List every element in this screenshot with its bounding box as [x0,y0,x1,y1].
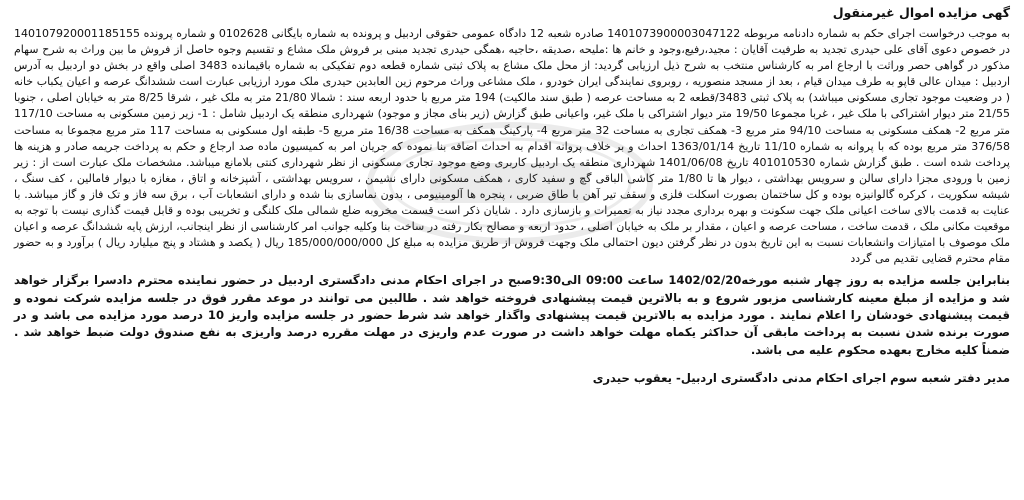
notice-title: گهی مزایده اموال غیرمنقول [832,5,1010,20]
notice-body: به موجب درخواست اجرای حکم به شماره دادنامه مربوطه 1401073900003047122 صادره شعبه 12 دادگاه عمومی حقوقی اردبیل و پرونده به شماره بایگانی 0102628 و شماره پرونده 140107920001185155 در خصوص دعوی آقای علی حیدری تجدید به طرفیت آقایان : مجید،رفیع،وجود و خانم ها :ملیحه ،صدیقه ،حاجیه ،همگی حیدری تجدید مبنی بر فروش ملک مشاع و تقسیم وجوه حاصل از فروش ما بین وراث به شرح سهام مذکور در گواهی حصر وراثت با ارجاع امر به کارشناس منتخب به شرح ذیل ارزیابی گردید: از محل ملک مشاع به پلاک ثبتی شماره قطعه دوم تفکیکی به شماره باقیمانده 3483 اصلی واقع در بخش دو اردبیل به آدرس اردبیل : میدان عالی قاپو به طرف میدان قیام ، بعد از مسجد منصوریه ، روبروی نمایندگی ایران خودرو ، ملک مشاعی وراث مرحوم زین العابدین حیدری ملک مورد ارزیابی عبارت است ششدانگ عرصه و اعیان یکباب خانه ( در وضعیت موجود تجاری مسکونی میباشد) به پلاک ثبتی 3483/قطعه 2 به مساحت عرصه ( طبق سند مالکیت) 194 متر مربع با حدود اربعه سند : شمالا 21/80 متر به ملک غیر ، شرقا 8/25 متر به خیابان اصلی ، جنوبا 21/55 متر دیوار اشتراکی با ملک غیر ، غربا مجموعا 19/50 متر دیوار اشتراکی با ملک غیر، واعیانی طبق گزارش (زیر بنای مجاز و موجود) شهرداری منطقه یک اردبیل شامل : 1- زیر زمین مسکونی به مساحت 117/10 متر مربع 2- همکف مسکونی به مساحت 94/10 متر مربع 3- همکف تجاری به مساحت 32 متر مربع 4- پارکینگ همکف به مساحت 16/38 متر مربع 5- طبقه اول مسکونی به مساحت 117 متر مربع مجموعا به مساحت 376/58 متر مربع بوده که با پروانه به شماره 11/10 تاریخ 1363/01/14 احداث و بر خلاف پروانه اقدام به احداث اضافه بنا نموده که جریان امر به کمیسیون ماده صد ارجاع و حکم به پرداخت جریمه صادر و هزینه ها پرداخت شده است . طبق گزارش شماره 401010530 تاریخ 1401/06/08 شهرداری منطقه یک اردبیل کاربری وضع موجود تجاری مسکونی از نظر شهرداری کنتی بلامانع میباشد. مشخصات ملک عبارت است از : زیر زمین با ورودی مجزا دارای سالن و سرویس بهداشتی ، دیوار ها تا 1/80 متر کاشی الباقی گچ و سفید کاری ، همکف مسکونی دارای نشیمن ، سرویس بهداشتی ، آشپزخانه و اتاق ، مغازه با دیوار فامالین ، کف سنگ ، شیشه سکوریت ، کرکره گالوانیزه بوده و کل ساختمان بصورت اسکلت فلزی و سقف تیر آهن با طاق ضربی ، پنجره ها آلومینیومی ، بدون نماسازی بنا شده و دارای انشعابات آب ، برق سه فاز و تک فاز و گاز میباشد. با عنایت به قدمت بالای ساخت اعیانی ملک جهت سکونت و بهره برداری مجدد نیاز به تعمیرات و بازسازی دارد . شایان ذکر است قسمت مخروبه ضلع شمالی ملک کلنگی و تخریبی بوده و قابل قیمت گذاری نیست با توجه به موقعیت مکانی ملک ، قدمت ساخت ، مساحت عرصه و اعیان ، مقدار بر ملک به خیابان اصلی ، حدود اربعه و مصالح بکار رفته در ساخت بنا وکلیه جوانب امر کارشناسی از نظر اینجانب، ارزش پایه ششدانگ عرصه و اعیان ملک موصوف با امتیازات وانشعابات نسبت به این تاریخ بدون در نظر گرفتن دیون احتمالی ملک وجهت فروش از طریق مزایده به مبلغ کل 185/000/000/000 ریال ( یکصد و هشتاد و پنج میلیارد ریال ) برآورد و به حضور مقام محترم قضایی تقدیم می گردد [14,27,1011,266]
auction-announcement: بنابراین جلسه مزایده به روز چهار شنبه مورخه1402/02/20 ساعت 09:00 الی9:30صبح در اجرای احکام مدنی دادگستری اردبیل در حضور نماینده محترم دادسرا برگزار خواهد شد و مزایده از مبلغ معینه کارشناسی مزبور شروع و به بالاترین قیمت پیشنهادی فروخته خواهد شد . طالبین می توانند در موعد مقرر فوق در جلسه مزایده شرکت نموده و قیمت پیشنهادی خودشان را اعلام نمایند . مورد مزایده به بالاترین قیمت پیشنهادی واگذار خواهد شد شرط حضور در جلسه مزایده واریز 10 درصد مورد مزایده می باشد و در صورت برنده شدن نسبت به پرداخت مابقی آن حداکثر یکماه مهلت خواهد داشت در صورت عدم واریزی در مهلت مقرره درصد واریزی به نفع صندوق دولت ضبط خواهد شد . ضمناً کلیه مخارج بعهده محکوم علیه می باشد. [14,273,1011,357]
signature-line: مدیر دفتر شعبه سوم اجرای احکام مدنی دادگستری اردبیل- یعقوب حیدری [592,370,1010,385]
